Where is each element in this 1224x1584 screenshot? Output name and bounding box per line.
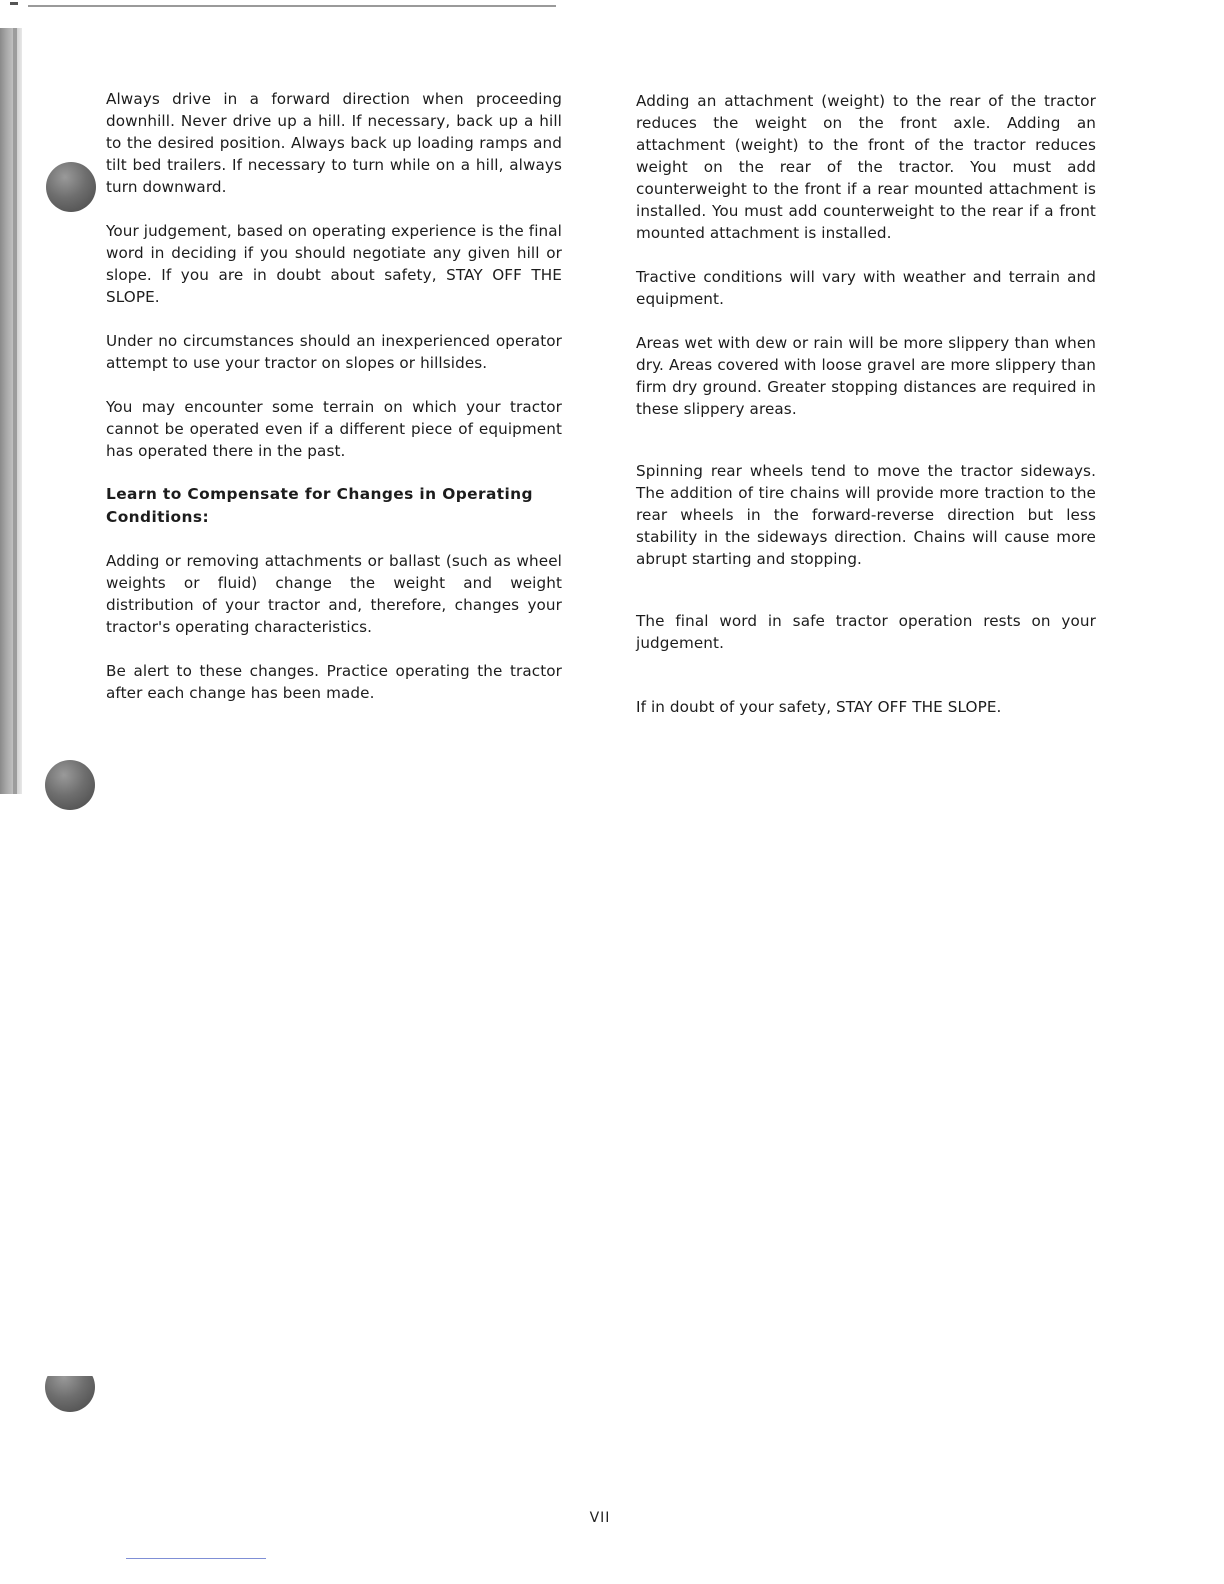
- section-heading: Learn to Compensate for Changes in Operating Conditions:: [106, 485, 533, 526]
- left-paragraph-5: Adding or removing attachments or ballast (such as wheel weights or fluid) change the weight and weight distribution of your tractor and, therefore, changes your tractor's operating characteristics.: [106, 552, 562, 636]
- right-paragraph-4: Spinning rear wheels tend to move the tractor sideways. The addition of tire chains will provide more traction to the rear wheels in the forward-reverse direction but less stability in the sideways direction. Chains will cause more abrupt starting and stopping.: [636, 462, 1096, 568]
- left-paragraph-3: Under no circumstances should an inexperienced operator attempt to use your tractor on slopes or hillsides.: [106, 332, 562, 372]
- punch-hole-middle: [45, 760, 95, 810]
- scan-mark: [10, 2, 18, 5]
- left-paragraph-6: Be alert to these changes. Practice operating the tractor after each change has been made.: [106, 662, 562, 702]
- left-paragraph-2: Your judgement, based on operating experience is the final word in deciding if you should negotiate any given hill or slope. If you are in doubt about safety, STAY OFF THE SLOPE.: [106, 222, 562, 306]
- right-paragraph-5: The final word in safe tractor operation rests on your judgement.: [636, 612, 1096, 652]
- left-paragraph-1: Always drive in a forward direction when proceeding downhill. Never drive up a hill. If necessary, back up a hill to the desired position. Always back up loading ramps and tilt bed trailers. If necessary to turn while on a hill, always turn downward.: [106, 90, 562, 196]
- right-paragraph-3: Areas wet with dew or rain will be more slippery than when dry. Areas covered with loose gravel are more slippery than firm dry ground. Greater stopping distances are required in these slippery areas.: [636, 334, 1096, 418]
- right-paragraph-1: Adding an attachment (weight) to the rear of the tractor reduces the weight on the front axle. Adding an attachment (weight) to the front of the tractor reduces weight on the rear of the tractor. You must add counterweight to the front if a rear mounted attachment is installed. You must add counterweight to the rear if a front mounted attachment is installed.: [636, 92, 1096, 242]
- binding-strip: [0, 28, 22, 794]
- punch-hole-bottom: [45, 1362, 95, 1412]
- punch-hole-top: [46, 162, 96, 212]
- right-column: [636, 88, 1096, 718]
- bottom-rule: [126, 1558, 266, 1559]
- binding-strip-edge: [13, 28, 17, 794]
- page-number: VII: [589, 1510, 611, 1526]
- right-paragraph-2: Tractive conditions will vary with weather and terrain and equipment.: [636, 268, 1096, 308]
- right-paragraph-6: If in doubt of your safety, STAY OFF THE SLOPE.: [636, 698, 1002, 716]
- top-rule: [28, 5, 556, 7]
- left-column: [106, 88, 562, 704]
- left-paragraph-4: You may encounter some terrain on which your tractor cannot be operated even if a different piece of equipment has operated there in the past.: [106, 398, 562, 460]
